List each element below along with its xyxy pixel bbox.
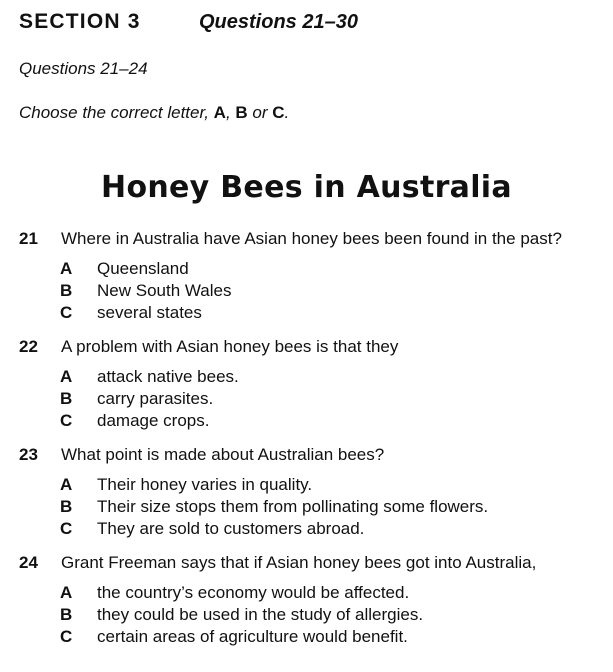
option-text: several states <box>97 303 202 322</box>
question-24 <box>19 553 604 649</box>
option-text: New South Wales <box>97 281 232 300</box>
option-text: certain areas of agriculture would benefit. <box>97 627 408 646</box>
instruction-comma: , <box>225 103 236 122</box>
option-letter: C <box>60 411 73 430</box>
instruction <box>19 103 289 123</box>
option-list <box>19 367 604 433</box>
option-text: Their size stops them from pollinating some flowers. <box>97 497 489 516</box>
option-letter: B <box>60 497 73 516</box>
questions-range: Questions 21–30 <box>199 11 358 33</box>
question-stem <box>19 337 604 359</box>
question-22 <box>19 337 604 433</box>
instruction-letter-c: C <box>272 103 285 122</box>
option-b[interactable] <box>19 389 604 411</box>
instruction-letter-a: A <box>213 103 226 122</box>
question-text: Grant Freeman says that if Asian honey bees got into Australia, <box>61 553 537 572</box>
question-number: 23 <box>19 445 38 464</box>
instruction-letter-b: B <box>235 103 248 122</box>
option-letter: C <box>60 303 73 322</box>
question-text: Where in Australia have Asian honey bees been found in the past? <box>61 229 562 248</box>
option-letter: B <box>60 281 73 300</box>
option-text: the country’s economy would be affected. <box>97 583 410 602</box>
question-number: 22 <box>19 337 38 356</box>
instruction-or: or <box>247 103 273 122</box>
option-letter: A <box>60 259 73 278</box>
question-stem <box>19 445 604 467</box>
option-text: They are sold to customers abroad. <box>97 519 365 538</box>
option-c[interactable] <box>19 519 604 541</box>
instruction-prefix: Choose the correct letter, <box>19 103 214 122</box>
option-b[interactable] <box>19 281 604 303</box>
sub-heading: Questions 21–24 <box>19 59 148 78</box>
instruction-period: . <box>284 103 290 122</box>
option-letter: C <box>60 627 73 646</box>
question-23 <box>19 445 604 541</box>
option-letter: C <box>60 519 73 538</box>
option-list <box>19 259 604 325</box>
option-c[interactable] <box>19 303 604 325</box>
option-list <box>19 583 604 649</box>
question-text: A problem with Asian honey bees is that they <box>61 337 399 356</box>
option-letter: A <box>60 583 73 602</box>
option-text: Their honey varies in quality. <box>97 475 313 494</box>
question-21 <box>19 229 604 325</box>
option-letter: A <box>60 367 73 386</box>
option-letter: A <box>60 475 73 494</box>
question-stem <box>19 553 604 575</box>
option-letter: B <box>60 389 73 408</box>
section-label: SECTION 3 <box>19 10 141 33</box>
question-number: 21 <box>19 229 38 248</box>
question-stem <box>19 229 604 251</box>
option-text: Queensland <box>97 259 189 278</box>
page-title: Honey Bees in Australia <box>101 170 512 205</box>
option-a[interactable] <box>19 583 604 605</box>
option-a[interactable] <box>19 367 604 389</box>
option-a[interactable] <box>19 259 604 281</box>
option-text: they could be used in the study of allergies. <box>97 605 424 624</box>
option-text: damage crops. <box>97 411 210 430</box>
option-a[interactable] <box>19 475 604 497</box>
option-list <box>19 475 604 541</box>
option-b[interactable] <box>19 605 604 627</box>
option-letter: B <box>60 605 73 624</box>
question-text: What point is made about Australian bees? <box>61 445 385 464</box>
section-header <box>19 10 358 36</box>
option-text: attack native bees. <box>97 367 239 386</box>
option-b[interactable] <box>19 497 604 519</box>
option-c[interactable] <box>19 627 604 649</box>
question-number: 24 <box>19 553 38 572</box>
option-text: carry parasites. <box>97 389 214 408</box>
option-c[interactable] <box>19 411 604 433</box>
